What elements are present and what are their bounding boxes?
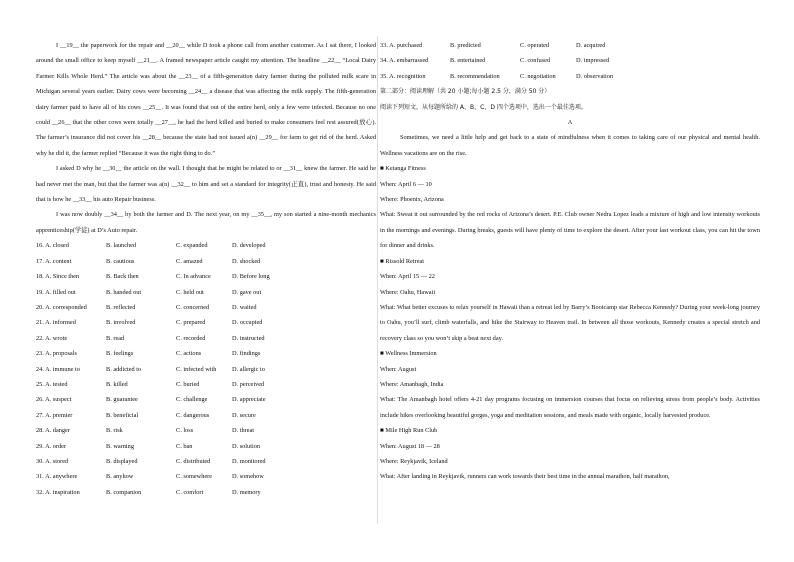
option-choice: C. infected with [176,365,217,373]
option-choice: D. impressed [576,57,610,65]
option-choice: B. feelings [106,350,134,358]
event-what: What: The Amanbagh hotel offers 4-21 day programs focusing on immersion courses that focus on relieving stress from people’s body. Activities include hikes overlooking beautiful gorges, yoga and meditation sessions, and meals made with organic, locally harvested produce. [380,396,760,419]
right-column [380,38,760,485]
option-row [36,254,376,269]
option-row [36,423,376,438]
option-row [36,346,376,361]
option-choice: D. occupied [232,319,263,327]
option-row [36,377,376,392]
option-choice: D. perceived [232,380,265,388]
left-column [36,38,376,500]
option-choice: D. somehow [232,473,264,481]
option-row [36,392,376,407]
option-row [36,408,376,423]
option-choice: B. handed out [106,288,142,296]
option-choice: B. recommendation [450,72,500,80]
right-options-list [380,38,760,84]
option-choice: C. dangerous [176,411,210,419]
option-row [36,469,376,484]
option-choice: B. warning [106,442,134,450]
option-choice: D. monitored [232,457,266,465]
option-choice: B. reflected [106,303,136,311]
option-choice: B. risk [106,427,123,435]
option-choice: B. killed [106,380,128,388]
event-what: What: After landing in Reykjavik, runners can work towards their best time in the annual marathon, half marathon, [380,473,670,481]
option-choice: D. developed [232,242,266,250]
event-list [380,161,760,485]
event-when: When: April 6 — 10 [380,180,432,188]
option-choice: B. entertained [450,57,486,65]
option-row [36,285,376,300]
option-choice: D. findings [232,350,261,358]
option-choice: D. gave out [232,288,262,296]
option-row [36,331,376,346]
option-choice: C. challenge [176,396,208,404]
option-choice: 32. A. inspiration [36,488,80,496]
option-choice: C. distributed [176,457,211,465]
option-choice: C. operated [520,42,550,49]
option-choice: D. threat [232,427,255,435]
option-choice: C. In advance [176,273,211,281]
option-choice: 27. A. premier [36,411,73,419]
passage-paragraph-3: I was now doubly __34__ by both the farmer and D. The next year, on my __35__, my son started a nine-month mechanics apprenticeship(学徒) at D’s Auto repair. [36,211,376,234]
option-choice: 21. A. informed [36,319,76,327]
option-choice: D. appreciate [232,396,266,404]
event-name: ■ Ketanga Fitness [380,165,426,173]
option-choice: D. waited [232,303,257,311]
section-title: 第二部分：阅读理解（共 20 小题;每小题 2.5 分，满分 50 分） [380,88,551,96]
option-choice: 33. A. purchased [380,42,423,49]
option-choice: C. confused [520,57,551,65]
option-choice: B. displayed [106,457,138,465]
option-choice: B. predicted [450,42,481,49]
option-choice: C. held out [176,288,204,296]
option-choice: C. prepared [176,319,206,327]
option-choice: D. acquired [576,42,606,49]
event-name: ■ Rissold Retreat [380,257,425,265]
option-choice: 20. A. corresponded [36,303,87,311]
passage-intro: Sometimes, we need a little help and get back to a state of mindfulness when it comes to taking care of our physical and mental health. Wellness vacations are on the rise. [380,134,760,157]
option-choice: C. actions [176,350,202,358]
option-choice: C. recorded [176,334,206,342]
option-choice: 23. A. proposals [36,350,77,358]
option-choice: B. read [106,334,125,342]
option-choice: B. cautious [106,257,135,265]
option-row [380,69,760,84]
option-row [36,269,376,284]
column-divider [377,36,378,524]
event-where: Where: Oahu, Hawaii [380,288,436,296]
option-row [380,38,760,53]
option-row [36,238,376,253]
option-choice: 22. A. wrote [36,334,68,342]
option-choice: 25. A. tested [36,380,68,388]
passage-letter: A [567,119,573,127]
event-what: What: Sweat it out surrounded by the red rocks of Arizona’s desert. P.E. Club owner Nedra Lopez leads a mixture of high and low intensity workouts in the mornings and evenings. During breaks, guests will have plenty of time to explore the desert. After your last workout class, you can hit the town for dinner and drinks. [380,211,760,250]
option-choice: D. instructed [232,334,265,342]
option-choice: 18. A. Since then [36,273,80,281]
option-choice: C. ban [176,442,193,450]
option-choice: 35. A. recognition [380,72,426,80]
option-row [36,315,376,330]
option-choice: C. negotiation [520,72,556,80]
option-choice: 29. A. order [36,442,67,450]
option-choice: C. loss [176,427,194,435]
option-choice: 30. A. stored [36,457,69,465]
option-row [36,485,376,500]
option-choice: D. Before long [232,273,270,281]
option-choice: 24. A. immune to [36,365,80,373]
passage-paragraph-2: I asked D why he __30__ the article on the wall. I thought that he might be related to or __31__ knew the farmer. He said he had never met the man, but that the farmer was a(n) __32__ to him and set a standard for integrity(正直), trust and honesty. He said that is how he __33__ his auto Repair business. [36,165,376,204]
passage-paragraph-1: I __19__ the paperwork for the repair and __20__ while D took a phone call from another customer. As I sat there, I looked around the small office to keep myself __21__. A framed newspaper article caught my attention. The headline __22__ “Local Dairy Farmer Kills Whole Herd.” The article was about the __23__ of a fifth-generation dairy farmer during the polluted milk scare in Michigan several years earlier. Dairy cows were becoming __24__ a disease that was affecting the milk supply. The fifth-generation dairy farmer paid to have all of his cows __25__. It was found that out of the entire herd, only a few were infected. Because no one could __26__ that the other cows were totally __27__, he had the herd killed and buried to make consumers feel rest assured(放心). The farmer’s insurance did not cover his __28__ because the state had not issued a(n) __29__ for farm to get rid of the herd. Asked why he did it, the farmer replied “Because it was the right thing to do.” [36,42,376,157]
option-choice: C. amazed [176,257,203,265]
option-choice: B. guarantee [106,396,138,404]
option-choice: C. concerned [176,303,210,311]
event-when: When: April 15 — 22 [380,273,435,281]
option-choice: 19. A. filled out [36,288,76,296]
event-what: What: What better excuses to relax yourself in Hawaii than a retreat led by Barry’s Bootcamp star Rebecca Kennedy? During your week-long journey to Oahu, you’ll surf, climb waterfalls, and hike the Stairway to Heaven trail. In between all those workouts, Kennedy creates a special stretch and recovery class so you won’t skip a beat next day. [380,303,760,342]
event-where: Where: Reykjavik, Iceland [380,457,448,465]
event-where: Where: Phoenix, Arizona [380,196,444,204]
option-choice: B. anyhow [106,473,134,481]
option-choice: D. secure [232,411,256,419]
option-choice: B. beneficial [106,411,139,419]
option-choice: 16. A. closed [36,242,69,250]
option-choice: 28. A. danger [36,427,70,435]
event-name: ■ Mile High Run Club [380,427,438,435]
option-choice: 26. A. suspect [36,396,72,404]
option-choice: D. shocked [232,257,261,265]
event-when: When: August [380,365,417,373]
section-instruction: 阅读下列短文，从每题所给的 A、B、C、D 四个选项中，选出一个最佳选项。 [380,103,587,111]
option-choice: C. comfort [176,488,204,496]
option-choice: B. Back then [106,273,139,281]
option-choice: D. solution [232,442,260,450]
option-choice: D. memory [232,488,261,496]
option-choice: 17. A. content [36,257,72,265]
event-where: Where: Amanbagh, India [380,380,444,388]
option-choice: 34. A. embarrassed [380,57,429,65]
option-row [36,300,376,315]
option-row [36,439,376,454]
option-choice: D. allergic to [232,365,265,373]
event-when: When: August 18 — 28 [380,442,440,450]
event-name: ■ Wellness Immersion [380,350,437,358]
option-choice: D. observation [576,72,614,80]
left-options-list [36,238,376,500]
option-choice: C. expanded [176,242,208,250]
option-choice: C. somewhere [176,473,213,481]
option-row [36,454,376,469]
option-choice: B. addicted to [106,365,142,373]
option-choice: B. companion [106,488,142,496]
option-choice: C. buried [176,380,200,388]
option-choice: B. launched [106,242,137,250]
option-choice: 31. A. anywhere [36,473,78,481]
option-row [36,362,376,377]
option-row [380,53,760,68]
option-choice: B. involved [106,319,136,327]
